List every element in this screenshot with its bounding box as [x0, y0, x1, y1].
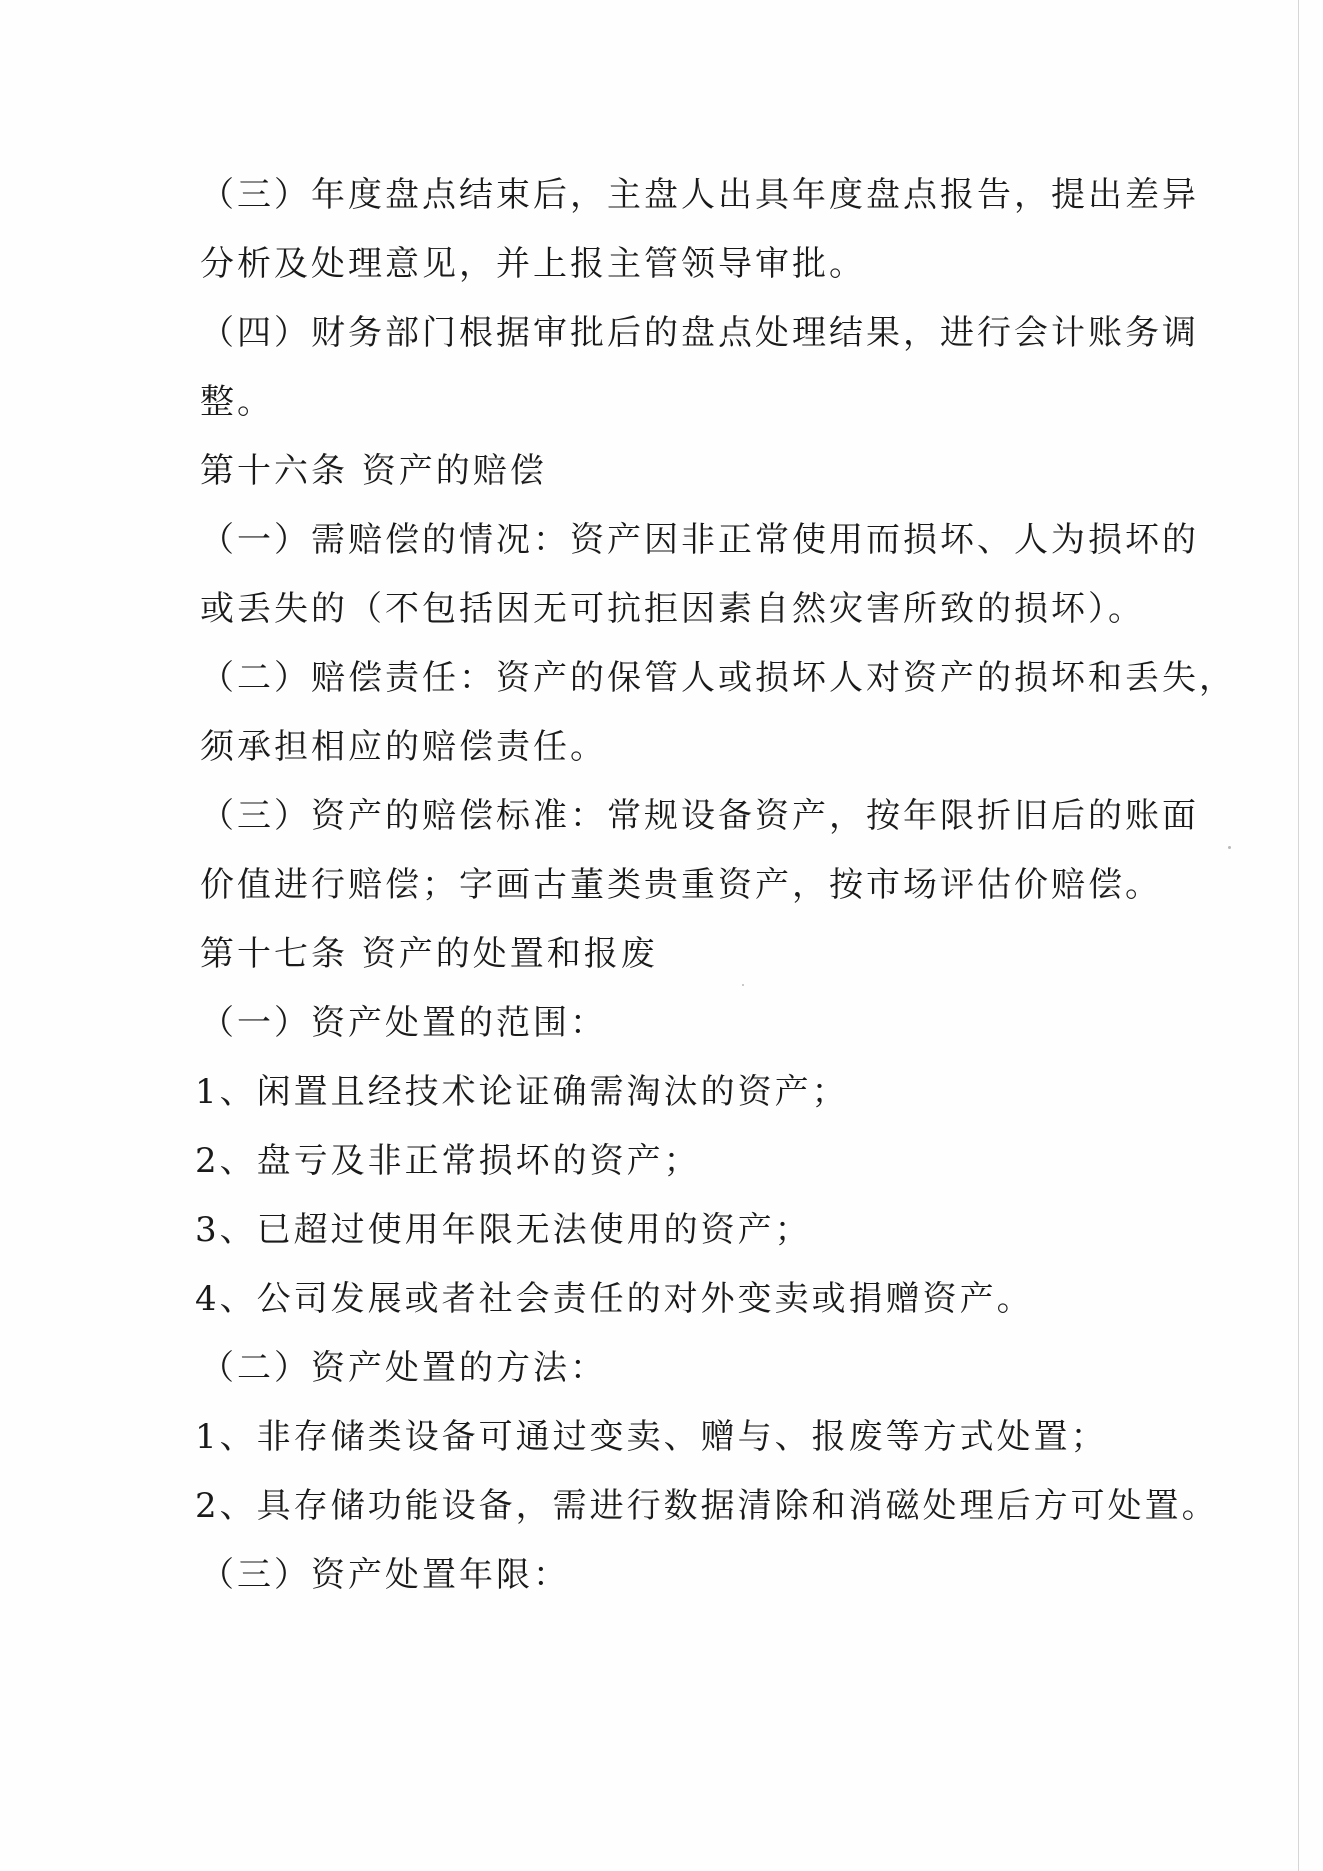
text-line: （三）资产处置年限：: [200, 1555, 570, 1595]
section-heading: 第十六条 资产的赔偿: [200, 451, 547, 491]
text-line: （三）资产的赔偿标准：常规设备资产，按年限折旧后的账面: [200, 796, 1199, 836]
scan-speck: [742, 984, 744, 986]
text-line: 分析及处理意见，并上报主管领导审批。: [200, 244, 866, 284]
list-item: 3、已超过使用年限无法使用的资产；: [195, 1210, 812, 1250]
list-item: 1、非存储类设备可通过变卖、赠与、报废等方式处置；: [195, 1417, 1108, 1457]
text-line: 整。: [200, 382, 274, 422]
list-item: 1、闲置且经技术论证确需淘汰的资产；: [195, 1072, 849, 1112]
text-line: （二）赔偿责任：资产的保管人或损坏人对资产的损坏和丢失，: [200, 658, 1236, 698]
text-line: （一）需赔偿的情况：资产因非正常使用而损坏、人为损坏的: [200, 520, 1199, 560]
list-item: 4、公司发展或者社会责任的对外变卖或捐赠资产。: [195, 1279, 1034, 1319]
text-line: （一）资产处置的范围：: [200, 1003, 607, 1043]
section-heading: 第十七条 资产的处置和报废: [200, 934, 658, 974]
text-line: 须承担相应的赔偿责任。: [200, 727, 607, 767]
text-line: （三）年度盘点结束后，主盘人出具年度盘点报告，提出差异: [200, 175, 1199, 215]
page-edge-line: [1298, 0, 1299, 1871]
scan-speck: [1228, 846, 1231, 849]
text-line: 或丢失的（不包括因无可抗拒因素自然灾害所致的损坏）。: [200, 589, 1145, 629]
text-line: （二）资产处置的方法：: [200, 1348, 607, 1388]
text-line: （四）财务部门根据审批后的盘点处理结果，进行会计账务调: [200, 313, 1199, 353]
text-line: 价值进行赔偿；字画古董类贵重资产，按市场评估价赔偿。: [200, 865, 1162, 905]
list-item: 2、盘亏及非正常损坏的资产；: [195, 1141, 701, 1181]
list-item: 2、具存储功能设备，需进行数据清除和消磁处理后方可处置。: [195, 1486, 1219, 1526]
